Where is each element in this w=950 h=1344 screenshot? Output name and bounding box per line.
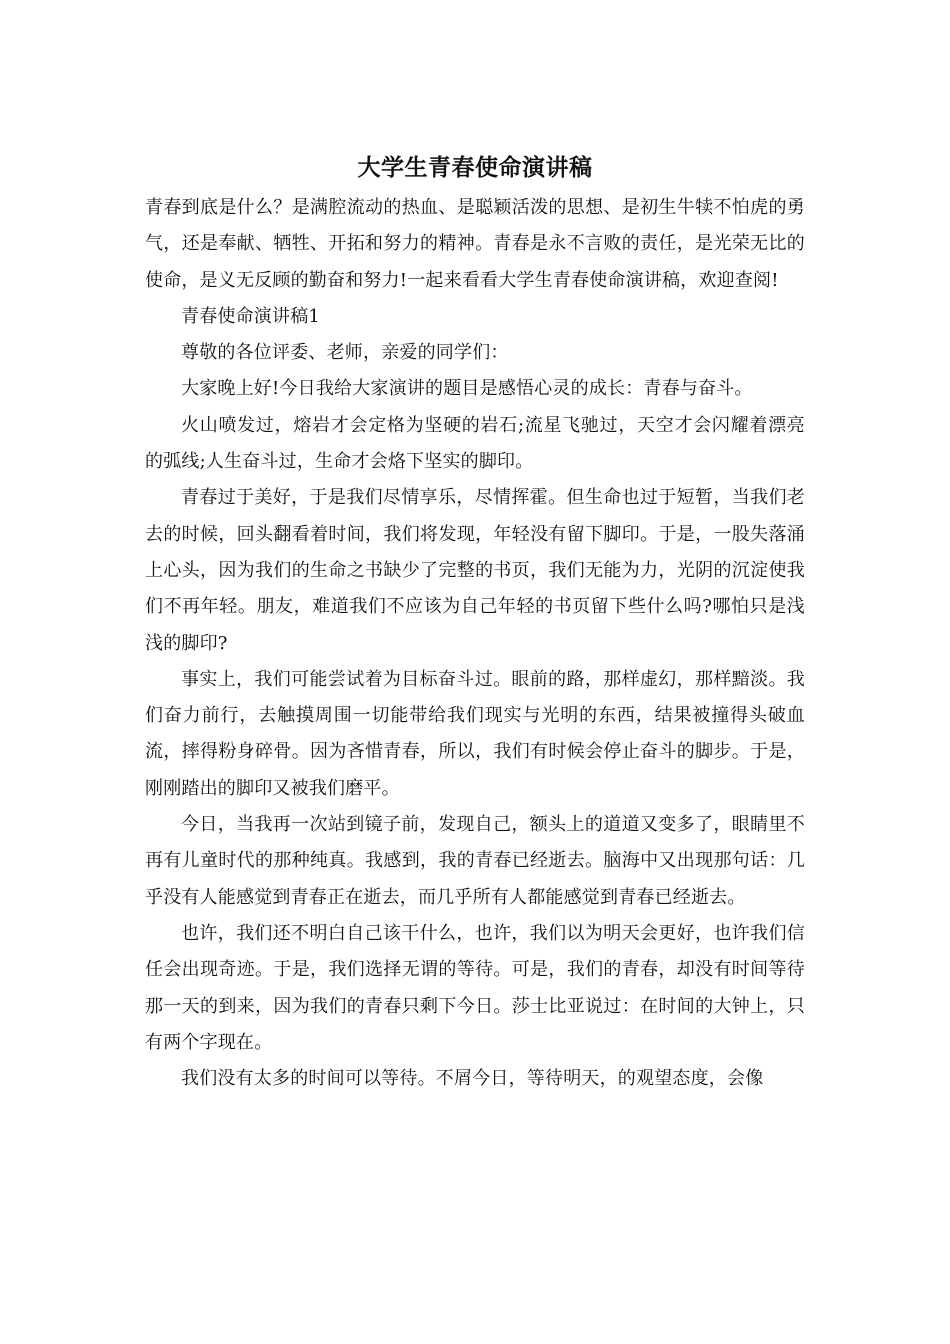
document-title: 大学生青春使命演讲稿	[357, 155, 593, 181]
paragraph-body: 也许，我们还不明白自己该干什么，也许，我们以为明天会更好，也许我们信任会出现奇迹。于是，我们选择无谓的等待。可是，我们的青春，却没有时间等待那一天的到来，因为我们的青春只剩下今日。莎士比亚说过：在时间的大钟上，只有两个字现在。	[145, 922, 805, 1053]
paragraph-body: 今日，当我再一次站到镜子前，发现自己，额头上的道道又变多了，眼睛里不再有儿童时代的那种纯真。我感到，我的青春已经逝去。脑海中又出现那句话：几乎没有人能感觉到青春正在逝去，而几乎所有人都能感觉到青春已经逝去。	[145, 814, 805, 908]
paragraph-body: 火山喷发过，熔岩才会定格为坚硬的岩石;流星飞驰过，天空才会闪耀着漂亮的弧线;人生奋斗过，生命才会烙下坚实的脚印。	[145, 414, 805, 473]
paragraph-body: 事实上，我们可能尝试着为目标奋斗过。眼前的路，那样虚幻，那样黯淡。我们奋力前行，去触摸周围一切能带给我们现实与光明的东西，结果被撞得头破血流，摔得粉身碎骨。因为吝惜青春，所以，我们有时候会停止奋斗的脚步。于是，刚刚踏出的脚印又被我们磨平。	[145, 668, 805, 799]
paragraph-salutation: 尊敬的各位评委、老师，亲爱的同学们：	[181, 342, 509, 364]
paragraph-body: 我们没有太多的时间可以等待。不屑今日，等待明天，的观望态度，会像	[181, 1068, 764, 1090]
document-page	[145, 148, 805, 1097]
paragraph-intro: 青春到底是什么？是满腔流动的热血、是聪颖活泼的思想、是初生牛犊不怕虎的勇气，还是奉献、牺牲、开拓和努力的精神。青春是永不言败的责任，是光荣无比的使命，是义无反顾的勤奋和努力!一起来看看大学生青春使命演讲稿，欢迎查阅!	[145, 197, 805, 291]
paragraph-section-heading: 青春使命演讲稿1	[181, 305, 321, 327]
paragraph-greeting: 大家晚上好!今日我给大家演讲的题目是感悟心灵的成长：青春与奋斗。	[181, 378, 753, 400]
paragraph-body: 青春过于美好，于是我们尽情享乐，尽情挥霍。但生命也过于短暂，当我们老去的时候，回头翻看着时间，我们将发现，年轻没有留下脚印。于是，一股失落涌上心头，因为我们的生命之书缺少了完整的书页，我们无能为力，光阴的沉淀使我们不再年轻。朋友，难道我们不应该为自己年轻的书页留下些什么吗?哪怕只是浅浅的脚印?	[145, 487, 805, 654]
document-body	[145, 190, 805, 1097]
